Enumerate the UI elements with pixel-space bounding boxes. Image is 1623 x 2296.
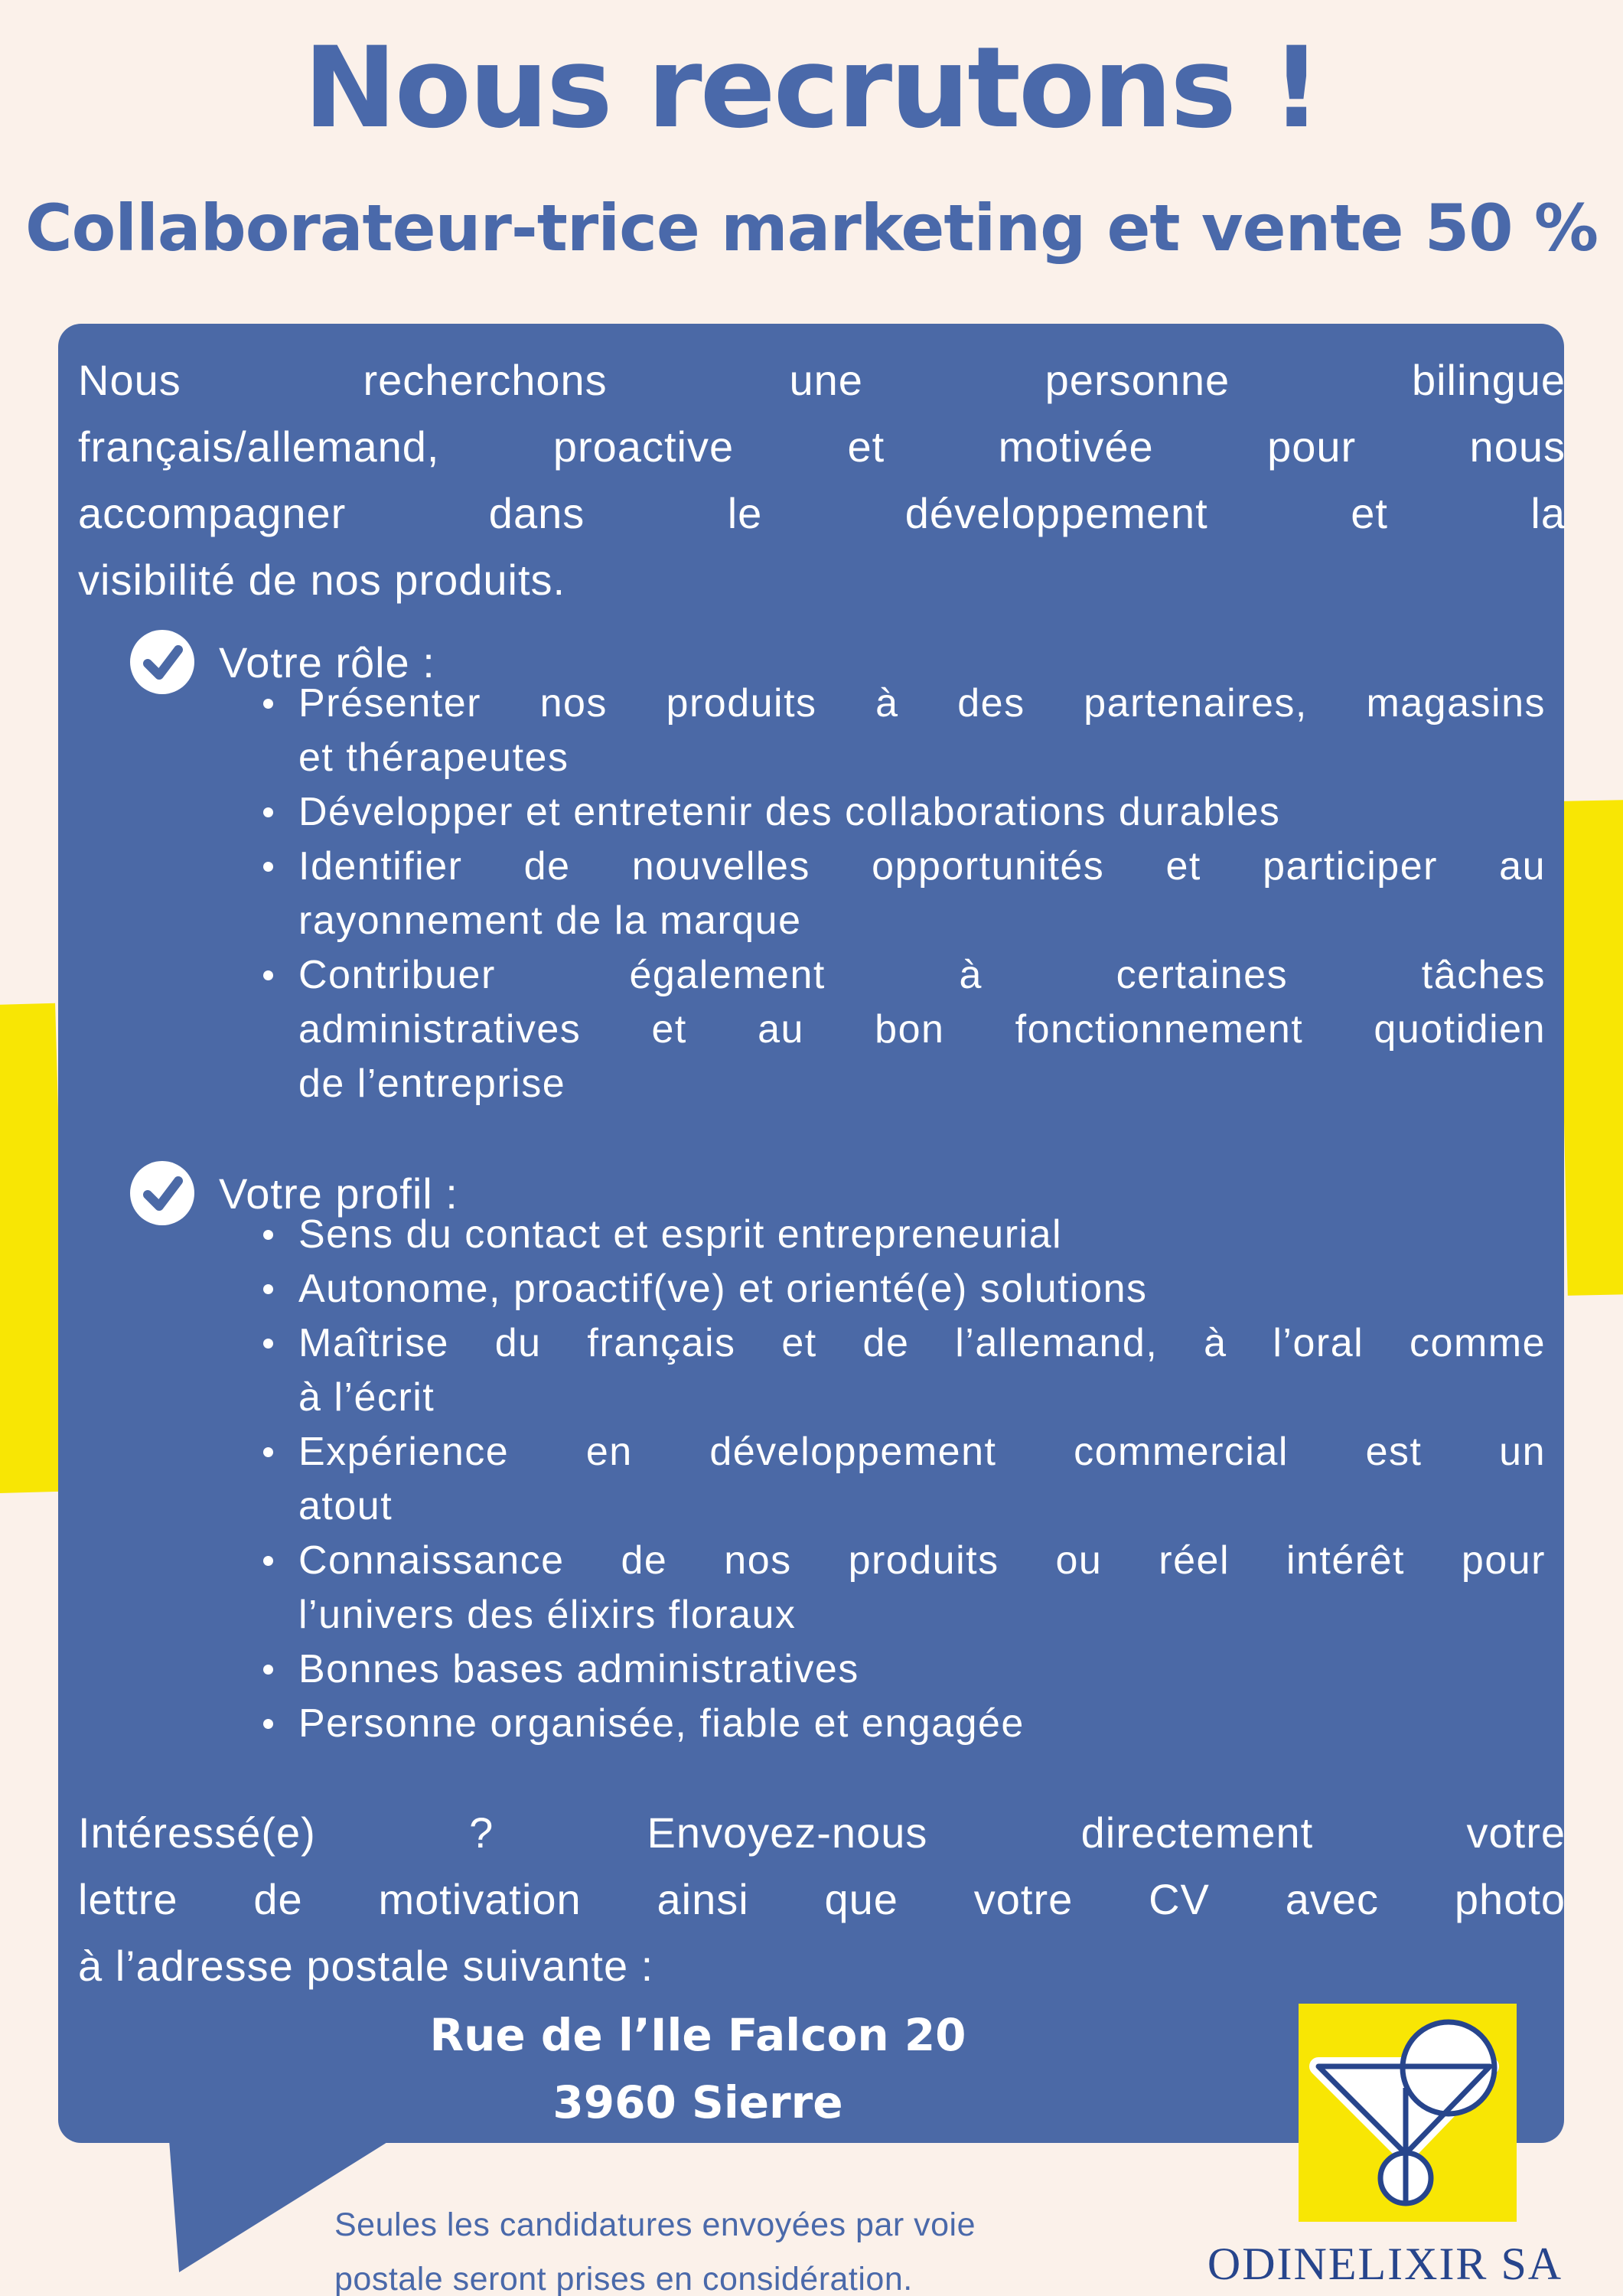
list-item: Maîtrise du français et de l’allemand, à l’oral comme à l’écrit	[298, 1316, 1546, 1425]
company-logo	[1299, 2004, 1517, 2222]
postal-address	[78, 2001, 1318, 2136]
check-icon	[130, 630, 194, 694]
list-item: Personne organisée, fiable et engagée	[298, 1697, 1546, 1751]
elixir-glass-icon	[1299, 2004, 1517, 2222]
list-item: Sens du contact et esprit entrepreneurial	[298, 1208, 1546, 1262]
footer-note-line-1: Seules les candidatures envoyées par voie	[334, 2206, 976, 2243]
footer-note	[334, 2198, 976, 2296]
list-item: Développer et entretenir des collaborations durables	[298, 785, 1546, 840]
footer-note-line-2: postale seront prises en considération.	[334, 2261, 913, 2296]
right-yellow-decor	[1557, 800, 1623, 1296]
list-item: Identifier de nouvelles opportunités et participer au rayonnement de la marque	[298, 840, 1546, 948]
list-item: Expérience en développement commercial est un atout	[298, 1425, 1546, 1534]
list-item: Connaissance de nos produits ou réel intérêt pour l’univers des élixirs floraux	[298, 1534, 1546, 1642]
list-item: Bonnes bases administratives	[298, 1642, 1546, 1697]
section-heading-label: Votre rôle :	[219, 638, 435, 687]
list-item: Contribuer également à certaines tâches administratives et au bon fonctionnement quotidien de l’entreprise	[298, 948, 1546, 1111]
page-title: Nous recrutons !	[303, 23, 1320, 153]
company-name: ODINELIXIR SA	[1207, 2239, 1563, 2289]
cta-paragraph: Intéressé(e) ? Envoyez-nous directement votre lettre de motivation ainsi que votre CV avec photo à l’adresse postale suivante :	[78, 1808, 1566, 1990]
intro-paragraph: Nous recherchons une personne bilingue français/allemand, proactive et motivée pour nous accompagner dans le développement et la visibilité de nos produits.	[78, 356, 1566, 604]
list-item: Présenter nos produits à des partenaires, magasins et thérapeutes	[298, 677, 1546, 785]
check-icon	[130, 1161, 194, 1225]
speech-bubble	[58, 324, 1564, 2143]
list-item: Autonome, proactif(ve) et orienté(e) solutions	[298, 1262, 1546, 1316]
profil-list	[298, 1208, 1546, 1751]
address-line-2: 3960 Sierre	[552, 2076, 843, 2128]
section-heading-label: Votre profil :	[219, 1169, 458, 1218]
page-subtitle: Collaborateur-trice marketing et vente 50 %	[24, 191, 1599, 266]
role-list	[298, 677, 1546, 1111]
address-line-1: Rue de l’Ile Falcon 20	[429, 2009, 966, 2061]
